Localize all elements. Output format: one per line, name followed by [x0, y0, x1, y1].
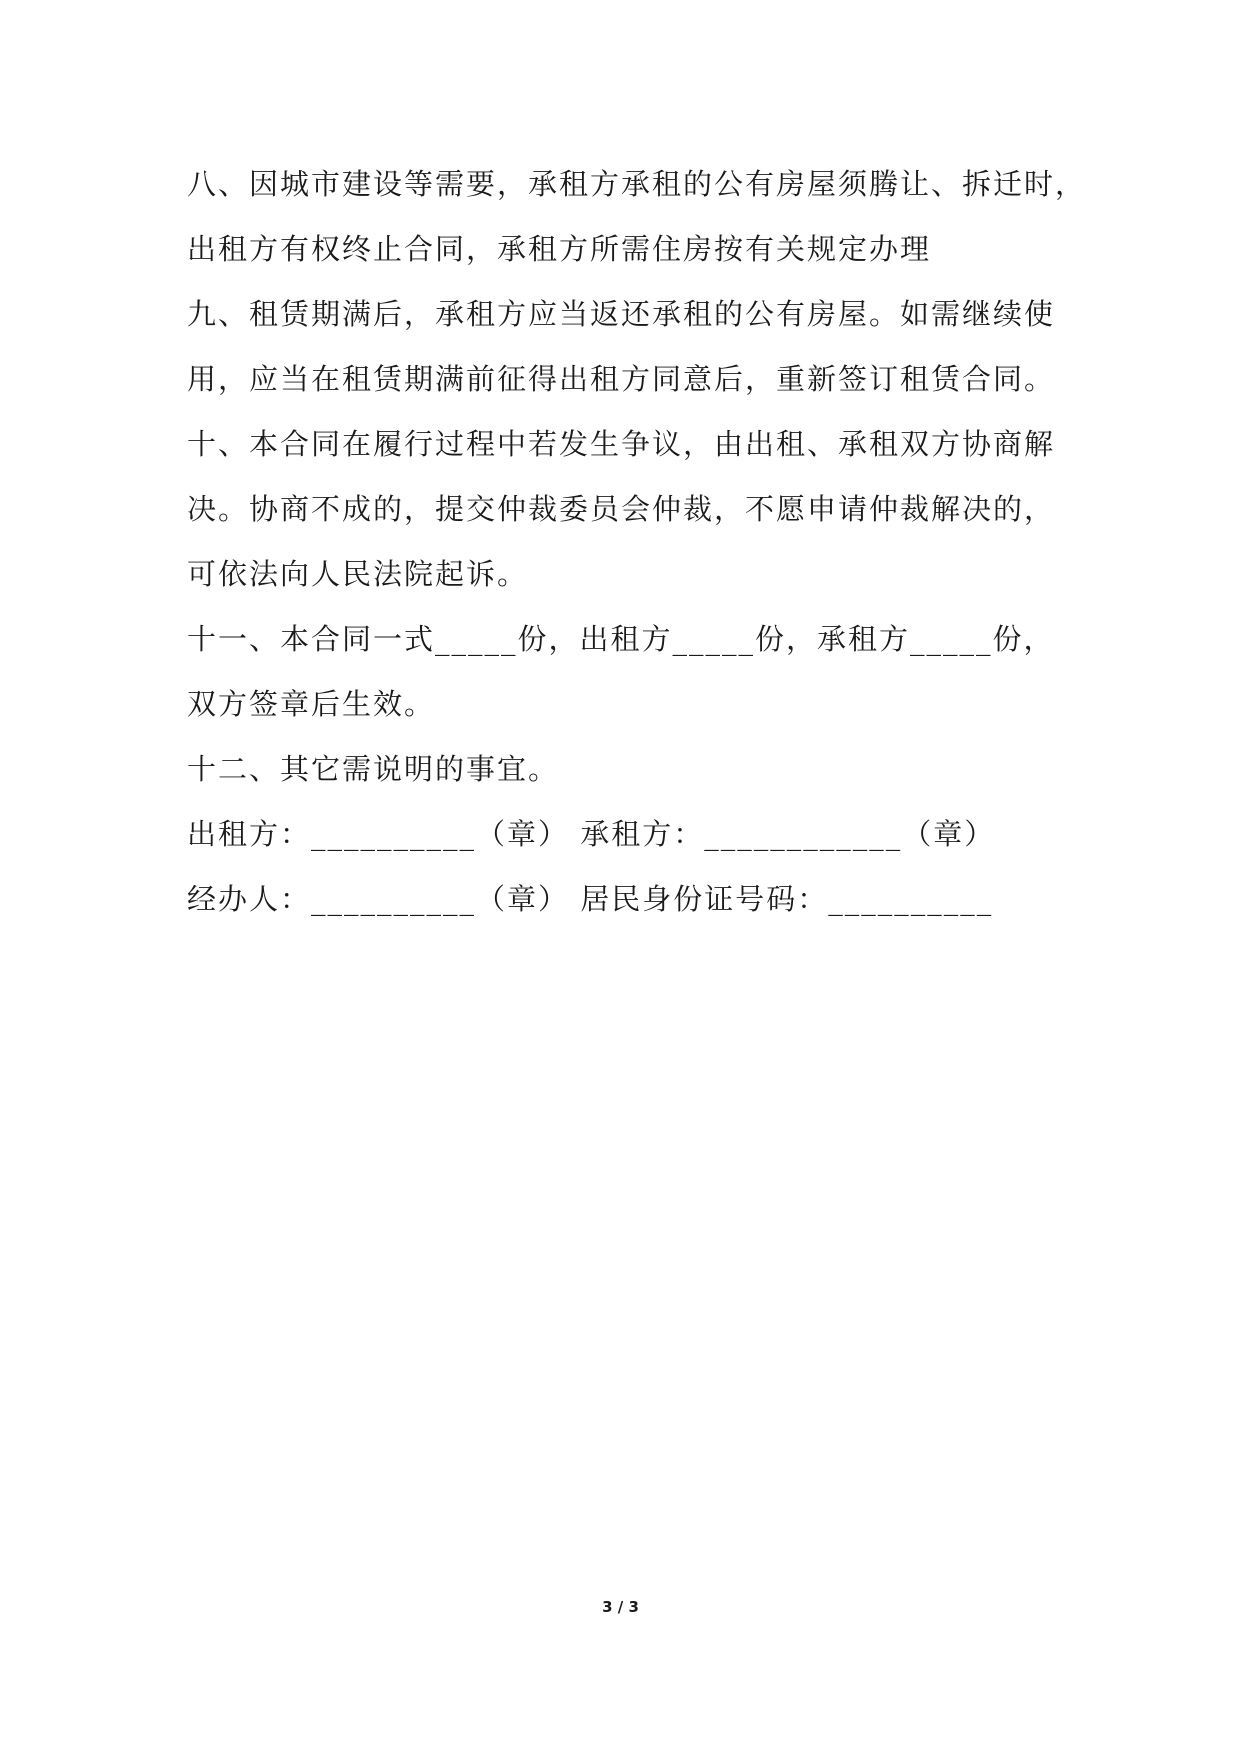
clause-9-line-1: 九、租赁期满后，承租方应当返还承租的公有房屋。如需继续使 — [187, 297, 1056, 331]
clause-8-line-1: 八、因城市建设等需要，承租方承租的公有房屋须腾让、拆迁时， — [187, 167, 1087, 201]
clause-10-line-2: 决。协商不成的，提交仲裁委员会仲裁，不愿申请仲裁解决的， — [187, 492, 1056, 526]
clause-11-line-1: 十一、本合同一式_____份，出租方_____份，承租方_____份， — [187, 622, 1055, 656]
agent-signature-line: 经办人：__________（章） 居民身份证号码：__________ — [187, 882, 994, 916]
clause-9-line-2: 用，应当在租赁期满前征得出租方同意后，重新签订租赁合同。 — [187, 362, 1056, 396]
clause-8-line-2: 出租方有权终止合同，承租方所需住房按有关规定办理 — [187, 232, 932, 266]
document-body — [187, 152, 1087, 932]
clause-10-line-1: 十、本合同在履行过程中若发生争议，由出租、承租双方协商解 — [187, 427, 1056, 461]
clause-11-line-2: 双方签章后生效。 — [187, 687, 436, 721]
clause-12-line: 十二、其它需说明的事宜。 — [187, 752, 560, 786]
lessor-signature-line: 出租方：__________（章） 承租方：____________（章） — [187, 817, 996, 851]
clause-10-line-3: 可依法向人民法院起诉。 — [187, 557, 529, 591]
page-number: 3 / 3 — [602, 1598, 639, 1616]
